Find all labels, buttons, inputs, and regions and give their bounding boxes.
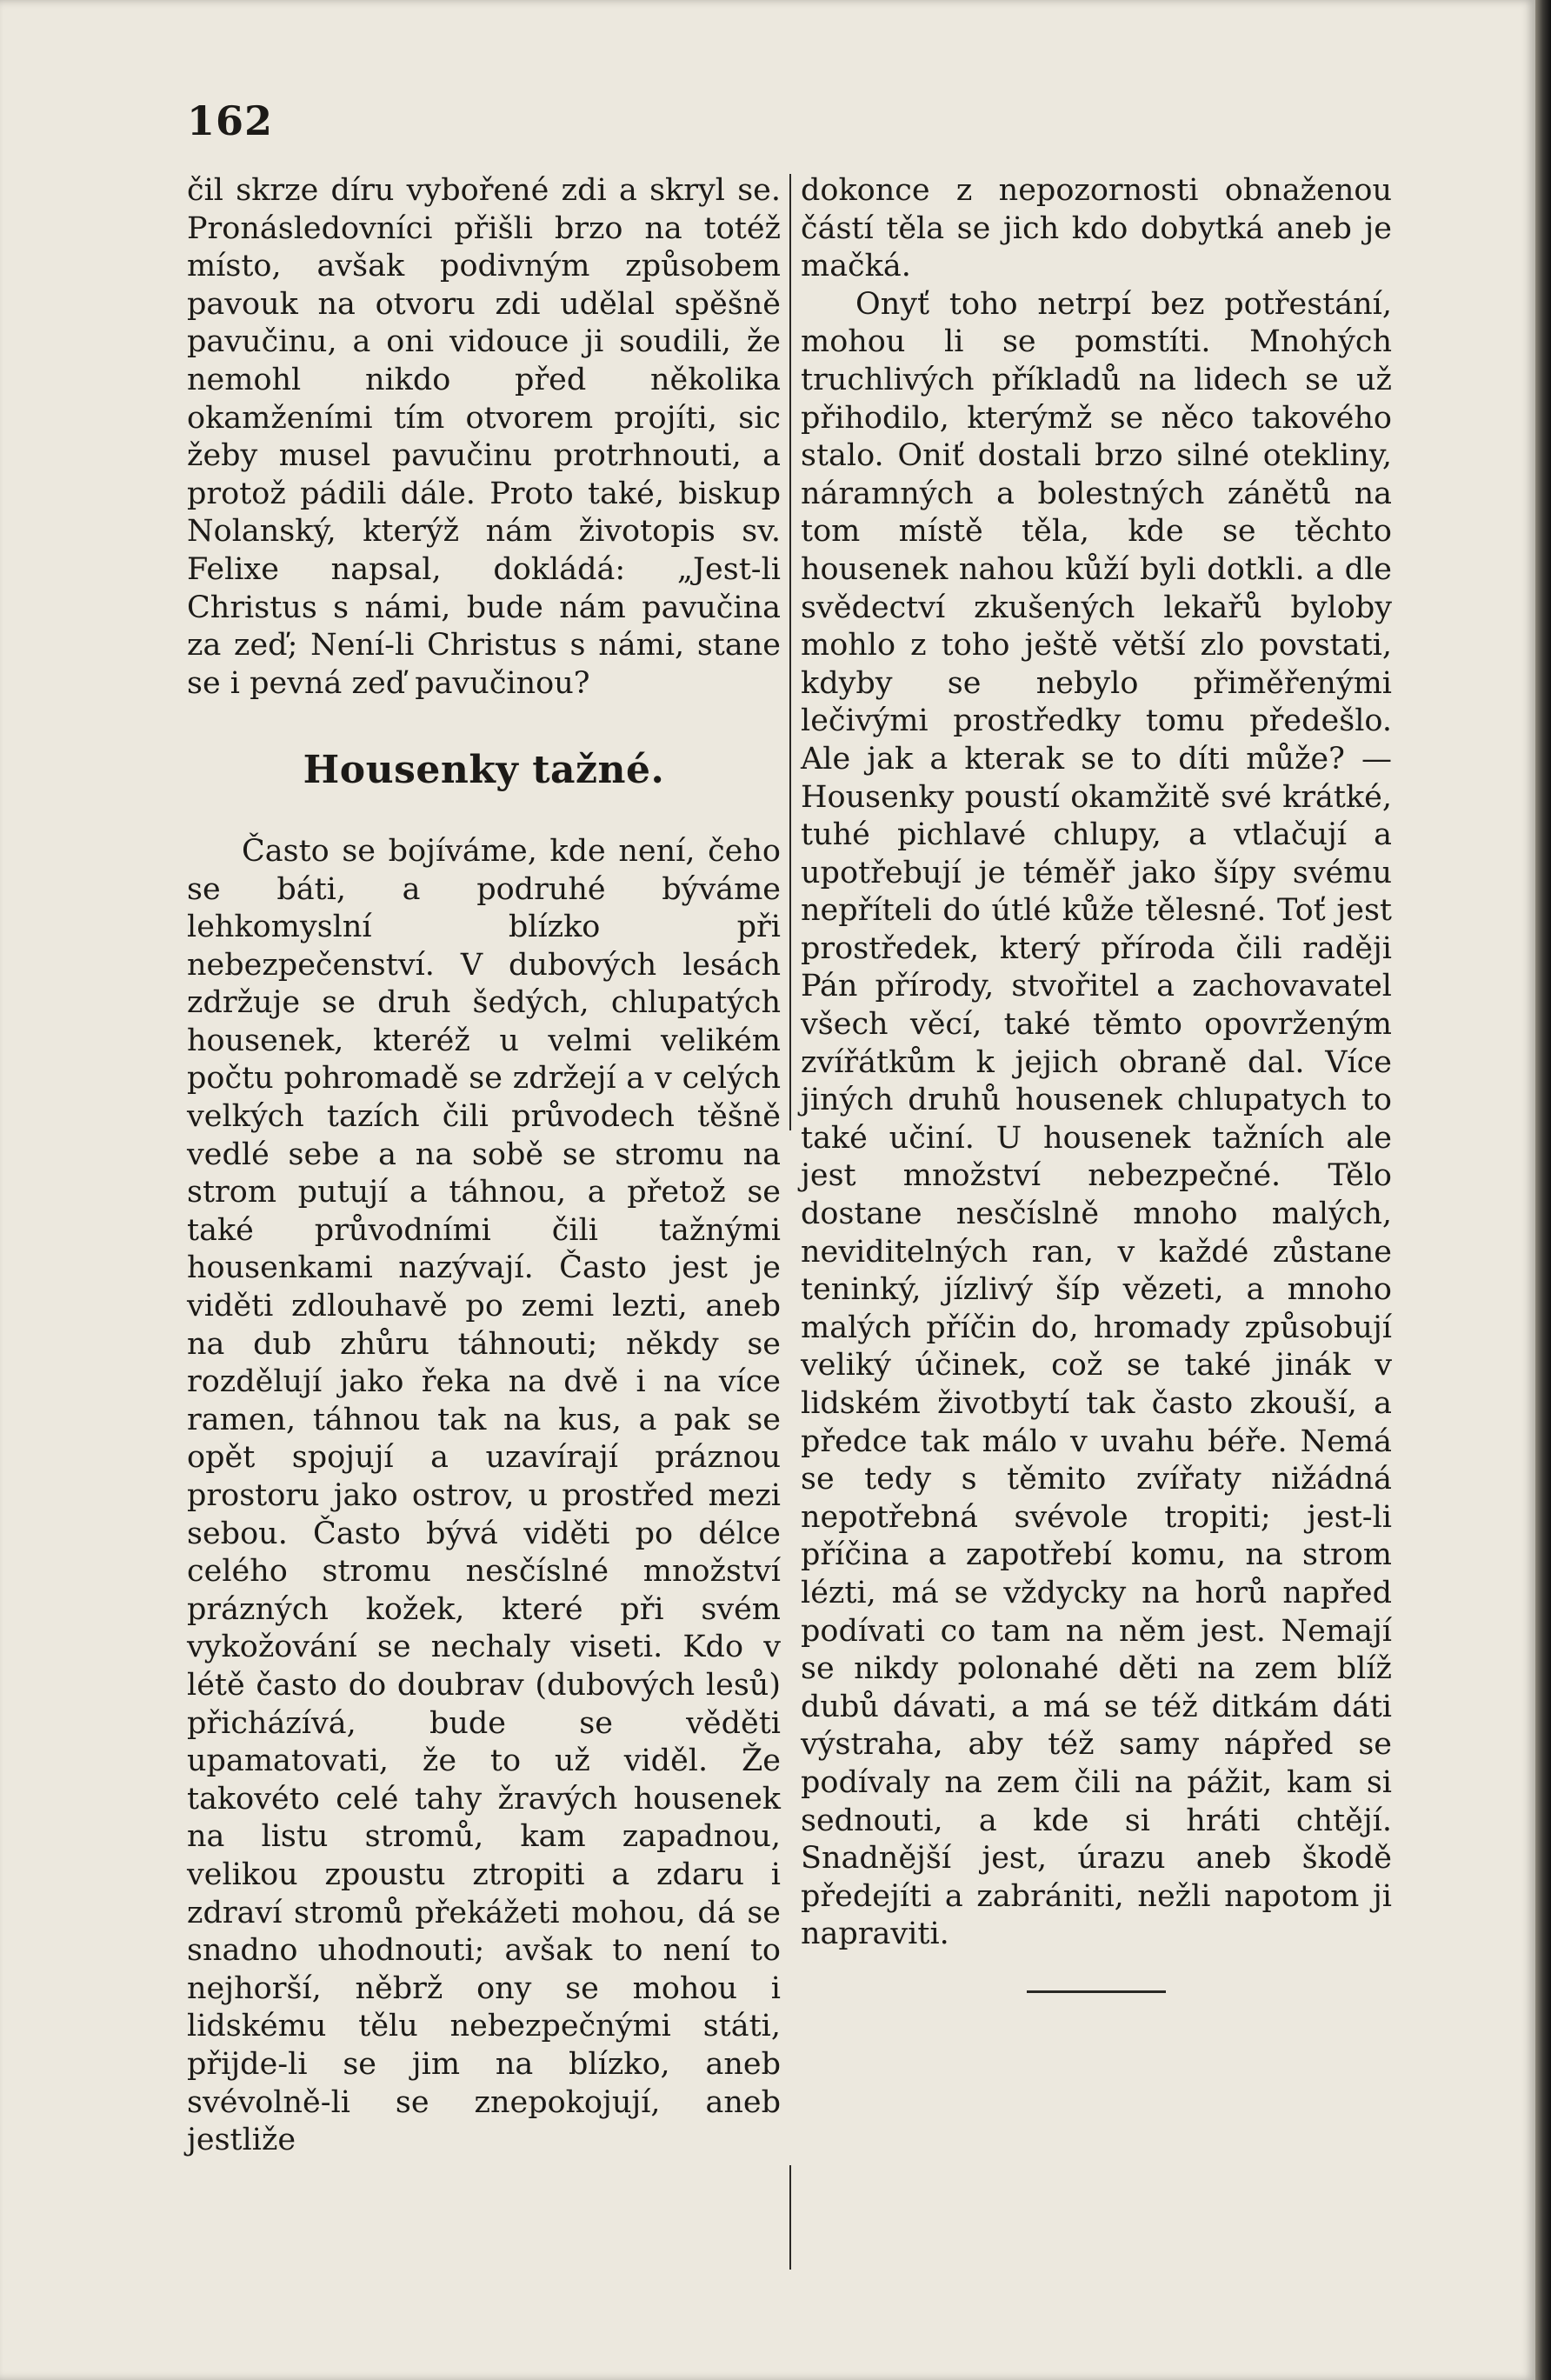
left-paragraph-1: čil skrze díru vybořené zdi a skryl se. Pronásledovníci přišli brzo na totéž místo, avšak podivným způsobem pavouk na otvoru zdi udělal spěšně pavučinu, a oni vidouce ji soudili, že nemohl nikdo před několika okamženími tím otvorem projíti, sic žeby musel pavučinu protrhnouti, a protož pádili dále. Proto také, biskup Nolanský, kterýž nám životopis sv. Felixe napsal, dokládá: „Jest-li Christus s námi, bude nám pavučina za zeď; Není-li Christus s námi, stane se i pevná zeď pavučinou? <box>187 173 781 701</box>
left-paragraph-2: Často se bojíváme, kde není, čeho se báti, a podruhé býváme lehkomyslní blízko při nebezpečenství. V dubových lesách zdržuje se druh šedých, chlupatých housenek, kteréž u velmi velikém počtu pohromadě se zdržejí a v celých velkých tazích čili průvodech těšně vedlé sebe a na sobě se stromu na strom putují a táhnou, a přetož se také průvodními čili tažnými housenkami nazývají. Často jest je viděti zdlouhavě po zemi lezti, aneb na dub zhůru táhnouti; někdy se rozdělují jako řeka na dvě i na více ramen, táhnou tak na kus, a pak se opět spojují a uzavírají práznou prostoru jako ostrov, u prostřed mezi sebou. Často bývá viděti po délce celého stromu nesčíslné množství prázných kožek, které při svém vykožování se nechaly viseti. Kdo v létě často do doubrav (dubových lesů) přicházívá, bude se věděti upamatovati, že to už viděl. Že takovéto celé tahy žravých housenek na listu stromů, kam zapadnou, velikou zpoustu ztropiti a zdaru i zdraví stromů překážeti mohou, dá se snadno uhodnouti; avšak to není to nejhorší, něbrž ony se mohou i lidskému tělu nebezpečnými státi, přijde-li se jim na blízko, aneb svévolně-li se znepokojují, aneb jestliže <box>187 833 781 2158</box>
right-column <box>801 172 1392 1993</box>
end-rule <box>1027 1990 1166 1993</box>
left-column <box>187 172 781 2160</box>
column-divider <box>789 174 791 1130</box>
page-edge-shadow <box>1535 0 1551 2380</box>
right-paragraph-1: dokonce z nepozornosti obnaženou částí těla se jich kdo dobytká aneb je mačká. <box>801 173 1392 284</box>
column-divider-lower <box>789 2165 791 2270</box>
page-number: 162 <box>187 97 274 144</box>
section-title: Housenky tažné. <box>303 748 665 793</box>
right-paragraph-2: Onyť toho netrpí bez potřestání, mohou li se pomstíti. Mnohých truchlivých příkladů na lidech se už přihodilo, kterýmž se něco takového stalo. Oniť dostali brzo silné otekliny, náramných a bolestných zánětů na tom místě těla, kde se těchto housenek nahou kůží byli dotkli. a dle svědectví zkušených lekařů byloby mohlo z toho ještě větší zlo povstati, kdyby se nebylo přiměřenými lečivými prostředky tomu předešlo. Ale jak a kterak se to díti může? — Housenky poustí okamžitě své krátké, tuhé pichlavé chlupy, a vtlačují a upotřebují je téměř jako šípy svému nepříteli do útlé kůže tělesné. Toť jest prostředek, který příroda čili raději Pán přírody, stvořitel a zachovavatel všech věcí, také těmto opovrženým zvířátkům k jejich obraně dal. Více jiných druhů housenek chlupatych to také učiní. U housenek tažních ale jest množství nebezpečné. Tělo dostane nesčíslně mnoho malých, neviditelných ran, v každé zůstane teninký, jízlivý šíp vězeti, a mnoho malých příčin do, hromady způsobují veliký účinek, což se také jinák v lidském životbytí tak často zkouší, a předce tak málo v uvahu béře. Nemá se tedy s těmito zvířaty nižádná nepotřebná svévole tropiti; jest-li příčina a zapotřebí komu, na strom lézti, má se vždycky na horů napřed podívati co tam na něm jest. Nemají se nikdy polonahé děti na zem blíž dubů dávati, a má se též ditkám dáti výstraha, aby též samy nápřed se podívaly na zem čili na pážit, kam si sednouti, a kde si hráti chtějí. Snadnější jest, úrazu aneb škodě předejíti a zabrániti, nežli napotom ji napraviti. <box>801 286 1392 1952</box>
